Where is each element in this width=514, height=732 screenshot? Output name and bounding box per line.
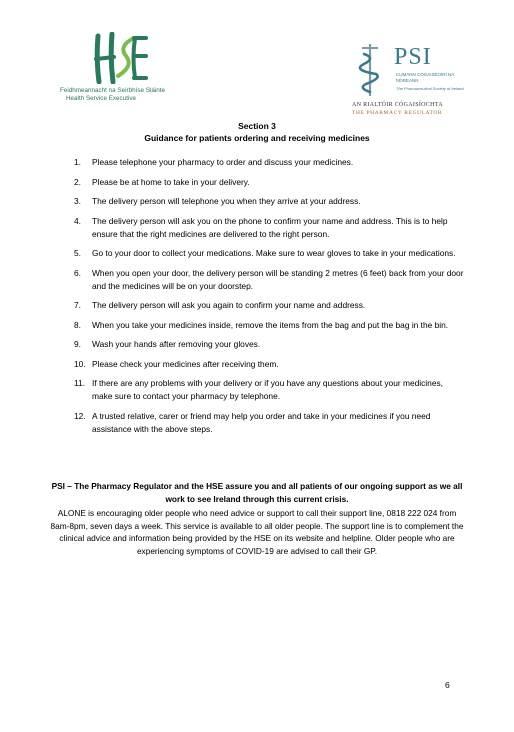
step-number: 4.	[74, 215, 81, 226]
psi-irish-name: CUMANN COGAISEOIRÍ NA hÉIREANN	[396, 72, 455, 83]
step-text: A trusted relative, carer or friend may help you order and take in your medicines if you need assistance with the above steps.	[92, 410, 431, 434]
hse-text	[60, 87, 190, 103]
step-number: 5.	[74, 248, 81, 258]
psi-staff-icon	[352, 40, 388, 100]
step-number: 12.	[74, 410, 86, 421]
step-text: Please be at home to take in your delivery.	[92, 176, 250, 187]
hse-irish-name: Feidhmeannacht na Seirbhíse Sláinte	[60, 87, 166, 94]
step-text: Please telephone your pharmacy to order and discuss your medicines.	[92, 157, 354, 167]
step-text: The delivery person will ask you on the phone to confirm your name and address. This is to help ensure that the right medicines are delivered to the right person.	[92, 215, 448, 239]
psi-regulator-english: THE PHARMACY REGULATOR	[352, 110, 443, 116]
psi-acronym: PSI	[394, 44, 432, 70]
step-text: Wash your hands after removing your gloves.	[92, 339, 261, 349]
list-item	[74, 319, 464, 332]
alone-paragraph: ALONE is encouraging older people who need advice or support to call their support line, 0818 222 024 from 8am-8pm, seven days a week. This service is available to all older people. The support line is to complement the clinical advice and information being provided by the HSE on its website and helpline. Older people who are experiencing symptoms of COVID-19 are advised to call their GP.	[50, 508, 464, 556]
list-item	[74, 247, 464, 260]
step-number: 7.	[74, 300, 81, 310]
list-item	[74, 215, 464, 241]
step-text: The delivery person will telephone you when they arrive at your address.	[92, 196, 361, 206]
step-number: 1.	[74, 157, 81, 167]
list-item	[74, 410, 464, 436]
list-item	[74, 299, 464, 312]
step-text: When you open your door, the delivery person will be standing 2 metres (6 feet) back from your door and the medicines will be on your doorstep.	[92, 267, 464, 291]
step-number: 2.	[74, 176, 81, 187]
step-text: If there are any problems with your delivery or if you have any questions about your medicines, make sure to contact your pharmacy by telephone.	[92, 378, 444, 401]
step-text: When you take your medicines inside, remove the items from the bag and put the bag in the bin.	[92, 319, 449, 330]
step-number: 11.	[74, 378, 86, 388]
step-number: 10.	[74, 358, 86, 369]
step-number: 8.	[74, 319, 81, 330]
step-text: Please check your medicines after receiving them.	[92, 358, 279, 369]
section-title: Section 3	[238, 121, 276, 131]
section-subtitle: Guidance for patients ordering and receiving medicines	[144, 133, 370, 143]
list-item	[74, 195, 464, 208]
step-text: The delivery person will ask you again to confirm your name and address.	[92, 300, 366, 310]
support-statement: PSI – The Pharmacy Regulator and the HSE assure you and all patients of our ongoing support as we all work to see Ireland through this current crisis.	[51, 481, 463, 504]
list-item	[74, 176, 464, 189]
psi-society-name: The Pharmaceutical Society of Ireland	[396, 86, 464, 91]
psi-logo	[352, 40, 482, 120]
hse-english-name: Health Service Executive	[66, 95, 136, 102]
step-number: 9.	[74, 339, 81, 349]
step-number: 6.	[74, 267, 81, 278]
hse-logo	[60, 32, 170, 112]
list-item	[74, 358, 464, 371]
list-item	[74, 267, 464, 293]
list-item	[74, 338, 464, 351]
page-number: 6	[445, 680, 450, 690]
hse-logo-mark-icon	[90, 32, 150, 84]
psi-regulator-irish: AN RIALTÓIR CÓGAISÍOCHTA	[352, 102, 443, 108]
step-text: Go to your door to collect your medications. Make sure to wear gloves to take in your medications.	[92, 248, 456, 258]
list-item	[74, 377, 464, 403]
guidance-steps-list	[74, 156, 464, 442]
step-number: 3.	[74, 196, 81, 206]
list-item	[74, 156, 464, 169]
